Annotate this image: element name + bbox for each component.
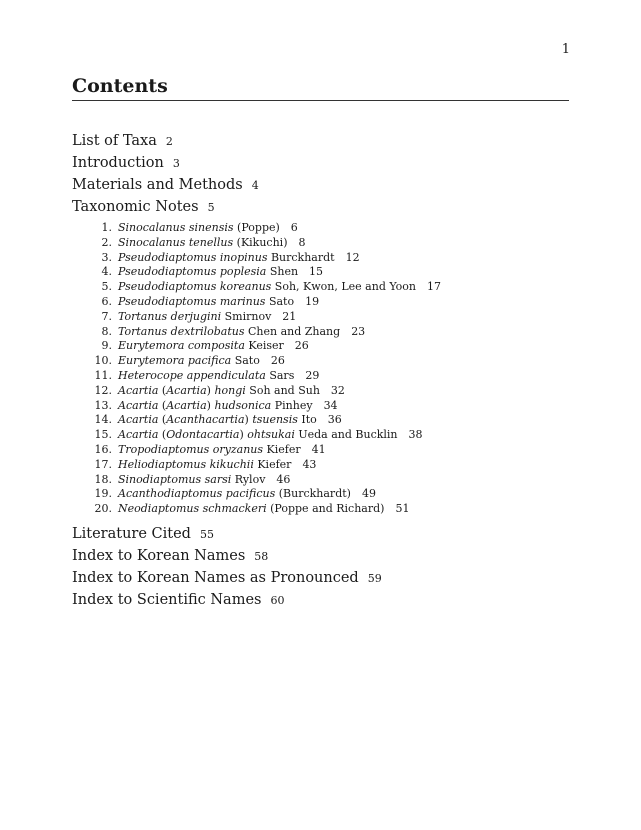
- taxon-authority: (: [158, 383, 167, 397]
- taxon-page: 41: [311, 442, 326, 456]
- taxon-entry[interactable]: [72, 295, 569, 310]
- taxon-number: 13.: [94, 398, 112, 412]
- toc-entry-title: Introduction: [72, 155, 164, 171]
- toc-entry-title: Index to Korean Names as Pronounced: [72, 569, 359, 586]
- taxon-page: 26: [294, 339, 309, 353]
- taxon-label: [118, 413, 317, 426]
- toc-entry-page: 60: [270, 593, 285, 607]
- taxon-authority: Kiefer: [253, 457, 292, 471]
- taxon-name-italic: Neodiaptomus schmackeri: [118, 502, 267, 516]
- taxon-page: 29: [305, 368, 320, 382]
- taxon-name-italic: tsuensis: [252, 413, 298, 427]
- taxon-authority: Ito: [297, 413, 317, 427]
- taxon-name-italic: Pseudodiaptomus poplesia: [118, 265, 267, 279]
- taxon-name-italic: Odontacartia: [166, 428, 240, 442]
- toc-entry-title: List of Taxa: [72, 133, 157, 149]
- taxon-entry[interactable]: [72, 413, 569, 428]
- title-rule: [72, 100, 569, 101]
- taxon-number: 4.: [101, 265, 112, 279]
- toc-entry-index-korean-pronounced[interactable]: [72, 567, 569, 589]
- taxon-number: 15.: [94, 428, 112, 442]
- taxon-authority: Soh and Suh: [245, 383, 320, 397]
- taxon-entry[interactable]: [72, 399, 569, 414]
- taxon-number: 3.: [101, 250, 112, 264]
- taxon-number: 19.: [94, 487, 112, 501]
- taxon-entry[interactable]: [72, 369, 569, 384]
- taxon-name-italic: Pseudodiaptomus koreanus: [118, 280, 272, 294]
- taxon-number: 12.: [94, 383, 112, 397]
- taxon-number: 6.: [101, 294, 112, 308]
- taxon-name-italic: hudsonica: [214, 398, 272, 412]
- taxon-name-italic: Heliodiaptomus kikuchii: [118, 457, 254, 471]
- taxon-label: [118, 265, 298, 278]
- toc-entry-page: 3: [172, 157, 180, 170]
- taxon-page: 32: [330, 383, 345, 397]
- taxon-label: [118, 487, 351, 500]
- taxon-page: 21: [282, 309, 297, 323]
- taxon-authority: Smirnov: [221, 309, 272, 323]
- taxon-name-italic: Pseudodiaptomus inopinus: [118, 250, 268, 264]
- toc-entry-page: 58: [254, 549, 269, 563]
- taxon-entry[interactable]: [72, 280, 569, 295]
- taxon-name-italic: Acartia: [118, 428, 159, 442]
- taxon-number: 8.: [101, 324, 112, 338]
- taxon-page: 38: [408, 428, 423, 442]
- taxon-authority: Rylov: [231, 472, 266, 486]
- toc-entry-page: 59: [367, 571, 382, 585]
- taxon-name-italic: Acartia: [118, 413, 159, 427]
- taxon-entry[interactable]: [72, 339, 569, 354]
- taxon-label: [118, 251, 335, 264]
- taxon-authority: ): [206, 383, 215, 397]
- taxon-authority: (: [158, 428, 167, 442]
- taxon-entry[interactable]: [72, 502, 569, 517]
- taxon-entry[interactable]: [72, 443, 569, 458]
- taxon-authority: Pinhey: [271, 398, 313, 412]
- taxon-label: [118, 502, 384, 515]
- taxon-page: 17: [427, 280, 441, 294]
- taxon-label: [118, 339, 284, 352]
- taxon-page: 23: [351, 324, 366, 338]
- taxon-authority: (Poppe): [233, 221, 280, 234]
- taxon-page: 19: [305, 294, 320, 308]
- toc-entry-page: 2: [165, 135, 173, 148]
- taxon-page: 6: [290, 221, 298, 234]
- taxon-name-italic: Tortanus derjugini: [118, 309, 222, 323]
- toc-entries-main: [72, 130, 569, 218]
- taxon-number: 17.: [94, 457, 112, 471]
- taxon-authority: ): [239, 428, 248, 442]
- taxon-authority: Kiefer: [263, 442, 301, 456]
- taxon-entry[interactable]: [72, 221, 569, 236]
- taxon-number: 16.: [94, 442, 112, 456]
- taxon-name-italic: Tropodiaptomus oryzanus: [118, 442, 264, 456]
- toc-entry-index-scientific-names[interactable]: [72, 589, 569, 611]
- taxon-entry[interactable]: [72, 325, 569, 340]
- taxon-number: 10.: [94, 354, 112, 368]
- taxon-label: [118, 428, 398, 441]
- taxon-name-italic: Sinocalanus sinensis: [118, 221, 234, 234]
- taxon-number: 5.: [101, 280, 112, 294]
- taxon-label: [118, 280, 416, 293]
- taxon-authority: Burckhardt: [267, 250, 335, 264]
- taxon-page: 51: [395, 502, 410, 516]
- taxon-label: [118, 295, 294, 308]
- taxon-authority: Soh, Kwon, Lee and Yoon: [271, 280, 416, 294]
- taxon-authority: (Burckhardt): [275, 487, 351, 501]
- taxon-page: 46: [276, 472, 291, 486]
- taxon-page: 12: [345, 250, 360, 264]
- taxon-page: 8: [298, 235, 306, 249]
- taxon-authority: Chen and Zhang: [244, 324, 341, 338]
- taxon-label: [118, 236, 288, 249]
- taxon-authority: (Kikuchi): [233, 235, 288, 249]
- taxon-name-italic: Sinocalanus tenellus: [118, 235, 234, 249]
- toc-entry-title: Taxonomic Notes: [72, 199, 199, 215]
- taxon-number: 11.: [94, 368, 112, 382]
- taxon-page: 43: [302, 457, 317, 471]
- toc-entry-page: 55: [199, 527, 214, 541]
- taxon-label: [118, 384, 320, 397]
- taxon-entry[interactable]: [72, 458, 569, 473]
- taxon-label: [118, 473, 265, 486]
- toc-entry-title: Index to Scientific Names: [72, 591, 262, 608]
- taxon-number: 2.: [101, 235, 112, 249]
- taxon-label: [118, 354, 260, 367]
- taxon-name-italic: Heterocope appendiculata: [118, 368, 266, 382]
- taxon-page: 15: [309, 265, 324, 279]
- toc-entry-literature-cited[interactable]: [72, 523, 569, 545]
- taxon-authority: Sato: [231, 354, 260, 368]
- taxon-page: 26: [270, 354, 285, 368]
- taxa-list: [72, 221, 569, 517]
- taxon-entry[interactable]: [72, 354, 569, 369]
- taxon-label: [118, 310, 271, 323]
- taxon-name-italic: Acanthodiaptomus pacificus: [118, 487, 276, 501]
- taxon-authority: Shen: [266, 265, 299, 279]
- toc-entry-title: Materials and Methods: [72, 177, 243, 193]
- toc-entry-index-korean-names[interactable]: [72, 545, 569, 567]
- taxon-authority: ): [206, 398, 215, 412]
- taxon-number: 14.: [94, 413, 112, 427]
- taxon-number: 7.: [101, 309, 112, 323]
- taxon-authority: (: [158, 398, 167, 412]
- taxon-authority: ): [244, 413, 253, 427]
- taxon-name-italic: Eurytemora pacifica: [118, 354, 232, 368]
- taxon-name-italic: Pseudodiaptomus marinus: [118, 294, 266, 308]
- toc-entry-title: Index to Korean Names: [72, 547, 246, 564]
- taxon-name-italic: ohtsukai: [247, 428, 295, 442]
- taxon-name-italic: Eurytemora composita: [118, 339, 245, 353]
- taxon-authority: Sato: [265, 294, 295, 308]
- taxon-entry[interactable]: [72, 265, 569, 280]
- taxon-name-italic: Tortanus dextrilobatus: [118, 324, 245, 338]
- taxon-label: [118, 325, 340, 338]
- taxon-page: 49: [361, 487, 376, 501]
- taxon-label: [118, 369, 294, 382]
- page-title: Contents: [72, 75, 168, 97]
- taxon-entry[interactable]: [72, 251, 569, 266]
- taxon-authority: Ueda and Bucklin: [294, 428, 398, 442]
- toc-entries-back-matter: [72, 523, 569, 611]
- toc-entry-page: 5: [207, 201, 215, 214]
- taxon-name-italic: Acartia: [166, 383, 207, 397]
- taxon-entry[interactable]: [72, 487, 569, 502]
- taxon-name-italic: Acartia: [166, 398, 207, 412]
- taxon-page: 34: [323, 398, 338, 412]
- toc-entry-materials-methods[interactable]: [72, 174, 569, 196]
- taxon-page: 36: [327, 413, 342, 427]
- taxon-label: [118, 399, 313, 412]
- taxon-entry[interactable]: [72, 384, 569, 399]
- taxon-entry[interactable]: [72, 473, 569, 488]
- taxon-number: 9.: [101, 339, 112, 353]
- taxon-number: 20.: [94, 502, 112, 516]
- taxon-number: 18.: [94, 472, 112, 486]
- page-number: 1: [561, 42, 570, 57]
- taxon-name-italic: Acartia: [118, 398, 159, 412]
- taxon-label: [118, 221, 280, 234]
- taxon-entry[interactable]: [72, 236, 569, 251]
- toc-entry-taxonomic-notes[interactable]: [72, 196, 569, 218]
- toc-entry-title: Literature Cited: [72, 525, 191, 542]
- taxon-authority: Sars: [265, 368, 295, 382]
- taxon-authority: (: [158, 413, 167, 427]
- toc-entry-page: 4: [251, 179, 259, 192]
- taxon-number: 1.: [101, 221, 112, 234]
- taxon-name-italic: Acartia: [118, 383, 159, 397]
- taxon-entry[interactable]: [72, 310, 569, 325]
- taxon-name-italic: Sinodiaptomus sarsi: [118, 472, 232, 486]
- taxon-label: [118, 458, 291, 471]
- taxon-name-italic: hongi: [214, 383, 246, 397]
- toc-entry-introduction[interactable]: [72, 152, 569, 174]
- taxon-label: [118, 443, 301, 456]
- table-of-contents: [72, 130, 569, 611]
- taxon-entry[interactable]: [72, 428, 569, 443]
- toc-entry-list-of-taxa[interactable]: [72, 130, 569, 152]
- taxon-authority: (Poppe and Richard): [266, 502, 385, 516]
- taxon-name-italic: Acanthacartia: [166, 413, 245, 427]
- taxon-authority: Keiser: [244, 339, 284, 353]
